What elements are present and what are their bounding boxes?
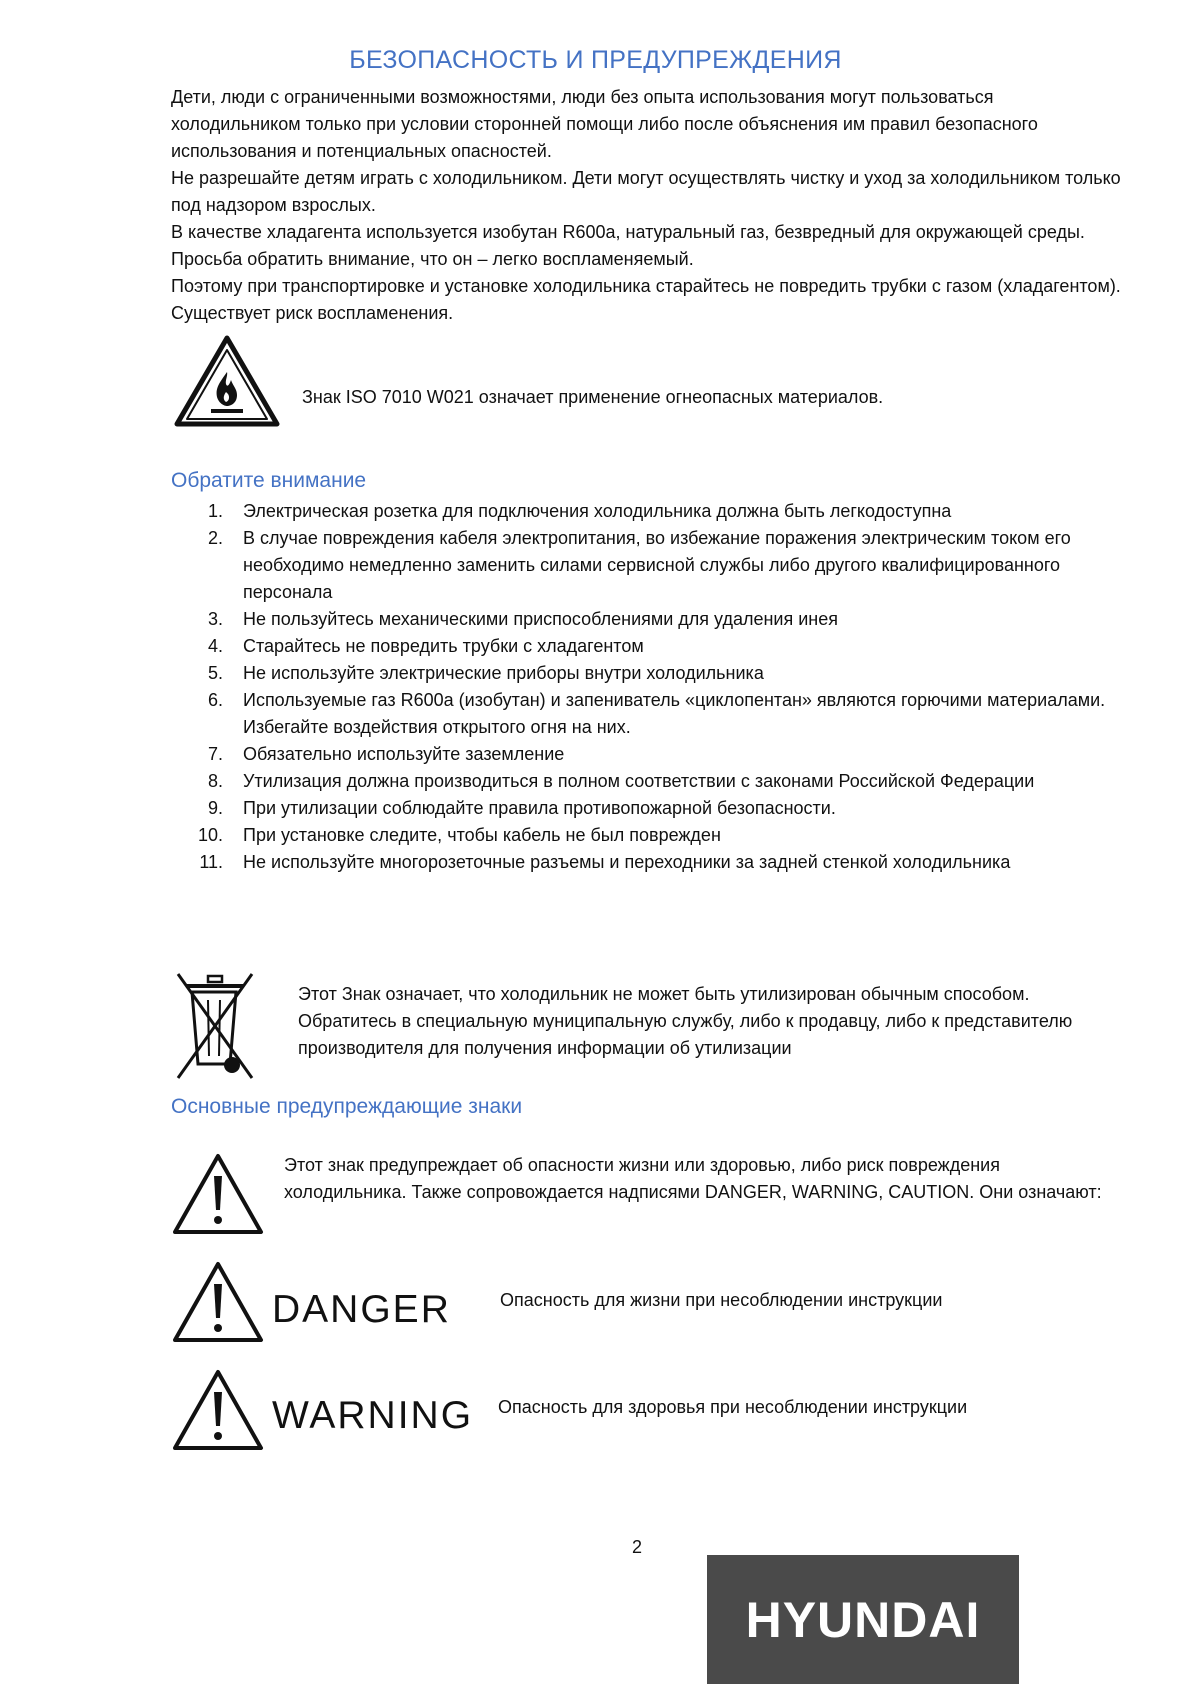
flammable-warning-icon — [173, 334, 281, 428]
page-number: 2 — [632, 1537, 643, 1557]
brand-logo — [707, 1555, 1019, 1684]
warning-text: Опасность для здоровья при несоблюдении инструкции — [498, 1397, 968, 1417]
intro-paragraph-1: Дети, люди с ограниченными возможностями, люди без опыта использования могут пользоваться холодильником только при условии сторонней помощи либо после объяснения им правил безопасного использования и потенциальных опасностей. — [171, 87, 1038, 161]
list-item: 10. При установке следите, чтобы кабель не был поврежден — [197, 825, 721, 845]
page-title: БЕЗОПАСНОСТЬ И ПРЕДУПРЕЖДЕНИЯ — [349, 46, 842, 74]
general-warning-text: Этот знак предупреждает об опасности жизни или здоровью, либо риск повреждения холодильника. Также сопровождается надписями DANGER, WARNING, CAUTION. Они означают: — [284, 1155, 1102, 1202]
danger-triangle-icon — [171, 1260, 265, 1344]
warning-triangle-icon — [171, 1368, 265, 1452]
brand-name: HYUNDAI — [745, 1591, 981, 1648]
list-item: 4. Старайтесь не повредить трубки с хладагентом — [207, 636, 644, 656]
intro-paragraph-3: В качестве хладагента используется изобутан R600a, натуральный газ, безвредный для окружающей среды. Просьба обратить внимание, что он – легко воспламеняемый. — [171, 222, 1085, 269]
attention-list — [171, 498, 1111, 876]
list-item: 6. Используемые газ R600a (изобутан) и запениватель «циклопентан» являются горючими материалами. Избегайте воздействия открытого огня на них. — [207, 690, 1106, 737]
danger-text: Опасность для жизни при несоблюдении инструкции — [500, 1290, 943, 1310]
list-item: 9. При утилизации соблюдайте правила противопожарной безопасности. — [207, 798, 836, 818]
exclamation-triangle-icon — [171, 1152, 265, 1236]
attention-heading: Обратите внимание — [171, 469, 367, 492]
list-item: 5. Не используйте электрические приборы внутри холодильника — [207, 663, 764, 683]
intro-paragraph-4: Поэтому при транспортировке и установке холодильника старайтесь не повредить трубки с газом (хладагентом). Существует риск воспламенения. — [171, 276, 1121, 323]
list-item: 1. Электрическая розетка для подключения холодильника должна быть легкодоступна — [207, 501, 952, 521]
list-item: 7. Обязательно используйте заземление — [207, 744, 565, 764]
crossed-bin-icon — [172, 970, 256, 1082]
danger-label: DANGER — [272, 1288, 451, 1331]
list-item: 2. В случае повреждения кабеля электропитания, во избежание поражения электрическим током его необходимо немедленно заменить силами сервисной службы либо другого квалифицированного персонала — [207, 528, 1071, 602]
list-item: 3. Не пользуйтесь механическими приспособлениями для удаления инея — [207, 609, 838, 629]
disposal-sign-text: Этот Знак означает, что холодильник не может быть утилизирован обычным способом. Обратитесь в специальную муниципальную службу, либо к продавцу, либо к представителю производителя для получения информации об утилизации — [298, 984, 1073, 1058]
intro-paragraph-2: Не разрешайте детям играть с холодильником. Дети могут осуществлять чистку и уход за холодильником только под надзором взрослых. — [171, 168, 1121, 215]
list-item: 8. Утилизация должна производиться в полном соответствии с законами Российской Федерации — [207, 771, 1035, 791]
warning-signs-heading: Основные предупреждающие знаки — [171, 1095, 523, 1118]
warning-label: WARNING — [272, 1394, 474, 1437]
flammable-sign-text: Знак ISO 7010 W021 означает применение огнеопасных материалов. — [302, 387, 884, 407]
list-item: 11. Не используйте многорозеточные разъемы и переходники за задней стенкой холодильника — [199, 852, 1011, 872]
